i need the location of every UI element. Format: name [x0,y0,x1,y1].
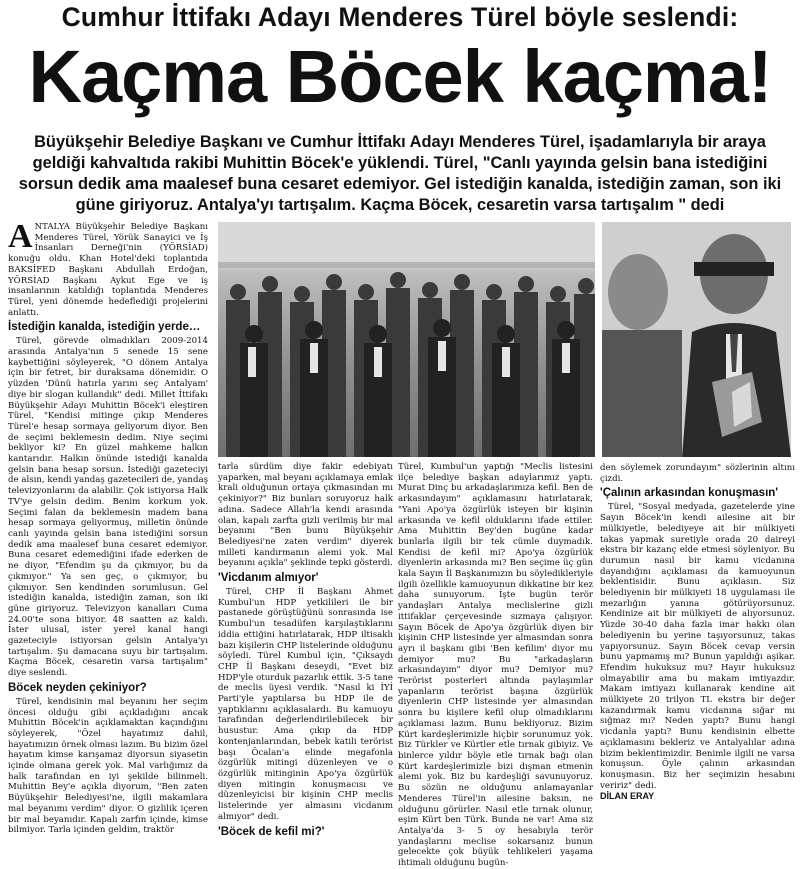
article-column-2 [218,462,393,841]
portrait-photo [602,222,791,457]
paragraph: Türel, kendisinin mal beyanını her seçim öncesi olduğu gibi açıkladığını ancak Muhittin Böcek'in açıklamaktan kaçındığını söyleyerek, "Özel hayatımız dahil, hayatımızın örnek olması lazım. Bu bizim özel hayatım kimse karışamaz diyorsun siyasetin içinde olmana gerek yok. Mal varlığımız da halk tarafından en iyi şekilde bilinmeli. Muhittin Bey'e açıkla diyorum, "Ben zaten Büyükşehir Belediyesi'ne, ilgili makamlara mal beyanımı verdim" diyor. O gizlilik içeren bir mal beyanıdır. Kapalı zarfın içinde, kimse bilmiyor. Tarla içinden geldim, traktör [8,696,208,836]
paragraph-continued: Türel, Kumbul'un yaptığı "Meclis listesini ilçe belediye başkan adaylarımız yaptı. Murat Dinç bu arkadaşlarımıza kefil. Ben de arkasındayım" açıklamasını hatırlatarak, "Yani Apo'ya özgürlük isteyen bir kişinin arkasında ve kefil olduklarını ifade ettiler. Ama Muhittin Bey'den bugüne kadar bunlarla ilgili bir tek cümle duymadık. Kendisi de kefil mi? Apo'ya özgürlük diyenlerin arkasında mı? Ben seçime üç gün kala Sayın İl Başkanımızın bu söyledikleriyle ilgili özellikle kamuoyunun dikkatine bir kez daha sunuyorum. İşte bugün terör yandaşları Antalya meclislerine gizli ittifaklar çerçevesinde sızmaya çalışıyor. Sayın Böcek de Apo'ya özgürlük diyen bir kişinin CHP listesinde yer almasından sonra ayrı il başkanı gibi 'Ben kefilim' diyor mu demiyor mu? Bu "arkadaşların arkasındayım" diyor mu? Demiyor mu? Terörist posterleri altında paylaşımlar yapanların terörist başına özgürlük diyenlerin CHP listesinde yer almasından sonra bu kişilere kefil olup olmadıklarını açıklaması lazım. Bunu bekliyoruz. Bizim Kürt kardeşlerimizle hiçbir sorunumuz yok. Biz Türkler ve Kürtler etle tırnak gibiyiz. Ve binlerce yıldır böyle etle tırnak bağı olan Kürt kardeşlerimizle bizi dışman etmenin alemi yok. Biz bu kardeşliği savunuyoruz. Bu sözün ne olduğunu anlamayanlar Menderes Türel'in ailesine baksın, ne olduğunu görürler. Nasıl etle tırnak olunur, eşim Kürt ben Türk. Bunda ne var! Ama siz Antalya'da 3- 5 oy hesabıyla terör yandaşlarını meclise sokarsanız bunun gelecekte çok büyük tehlikeleri yaşama ihtimali olduğunu bugün- [398,462,593,869]
section-heading: 'Çalının arkasından konuşmasın' [600,487,779,500]
article-column-4 [600,463,795,802]
article-column-3 [398,462,593,869]
group-photo [218,222,595,457]
section-heading: Böcek neyden çekiniyor? [8,681,147,694]
section-heading: İstediğin kanalda, istediğin yerde… [8,321,201,334]
section-heading: 'Vicdanım almıyor' [218,572,319,585]
headline: Kaçma Böcek kaçma! [28,35,772,118]
lead-text: NTALYA Büyükşehir Belediye Başkanı Menderes Türel, Yörük Sanayici ve İş İnsanları Derneği'nin (YÖRSİAD) konuğu oldu. Khan Hotel'deki toplantıda BAKSİFED Başkanı Abdullah Erdoğan, YÖRSİAD Başkanı Aykut Ege ve iş insanlarının katıldığı toplantıda Menderes Türel, yeni dönemde hedeflediği projelerini anlattı. [8,222,208,318]
byline: DİLAN ERAY [600,791,655,802]
paragraph: Türel, CHP İl Başkanı Ahmet Kumbul'un HDP yetkilileri ile bir pastanede görüştüğünü sonrasında ise Kumbul'un tesadüfen karşılaştıklarını iddia ettiğini hatırlatarak, HDP iltisaklı bazı kişilerin CHP listelerinde olduğunu söyledi. Türel Kumbul için, "Çıksaydı CHP İl Başkanı deseydi, "Evet biz HDP'yle oturduk pazarlık ettik. 3-5 tane de meclis üyesi verdik. "Nasıl ki İYİ Parti'yle yaptılarsa bu HDP ile de yaptıklarını açıklasalardı. Bu kamuoyu tarafından değerlendirilebilecek bir husustur. Ama çıkıp da HDP kontenjanlarından, bebek katili terörist başı Öcalan'a elinde megafonla özgürlük mitingi düzenleyen ve o özgürlük mitinginin Apo'ya özgürlük diyen mitingin konuşmacısı ve düzenleyicisi bir kişinin CHP meclis listelerinde yer almasını vicdanım almıyor" dedi. [218,587,393,822]
paragraph: Türel, görevde olmadıkları 2009-2014 arasında Antalya'nın 5 senede 15 sene kaybettiğini söyleyerek, "O dönem Antalya için bir fetret, bir duraksama dönemidir. O yüzden 'Dünü hatırla yarını seç Antalyam' diye bir slogan kullandık" dedi. Millet İttifakı Büyükşehir Adayı Muhittin Böcek'i eleştiren Türel, "Kendisi mitinge çıkıp Menderes Türel'e hesap sormaya geliyorum diyor. Ben de seçimi beklemesin dedim. Niye seçimi bekliyor ki? En güzel mahkeme halkın kantarıdır. Halkın önünde istediği kanalda gelsin bana hesap sorsun. İstediği gazeteciyi de alsın, kendi yandaş gazetecileri de, yandaş televizyonlarını da alabilir. Çok istiyorsa Halk TV'ye gelsin dedim. Benim korkum yok. Seçimi falan da beklemesin madem bana hesap sormaya geliyormuş, milletin önünde canlı yayında gelsin bana istediğini sorsun dedik ama maalesef buna cesaret edemiyor. Buna cesaret edemediğini ifade ederken de ne diyor, "Efendim şu da çıkmıyor, bu da çıkmıyor." Ya sen geç, o çıkmıyor, bu çıkmıyor. Sen kendinden sorumlusun. Gel istediğin kanalda, istediğin zaman, son iki güne giriyoruz. Televizyon kanalları Cuma 24.00'te sona bitiyor. 48 saatten az kaldı. İster ulusal, ister yerel kanal hangi gazeteciyle istiyorsan gelsin Antalya'yı tartışalım. Şu damacana suyu bir tartışalım. Kaçma Böcek, cesaretin varsa tartışalım" diye seslendi. [8,336,208,679]
subheadline: Büyükşehir Belediye Başkanı ve Cumhur İttifakı Adayı Menderes Türel, işadamlarıyla bir araya geldiği kahvaltıda rakibi Muhittin Böcek'e yüklendi. Türel, "Canlı yayında gelsin bana istediğini sorsun dedik ama maalesef buna cesaret edemiyor. Gel istediğin kanalda, istediğin zaman, son iki güne giriyoruz. Antalya'yı tartışalım. Kaçma Böcek, cesaretin varsa tartışalım " dedi [18,133,782,214]
paragraph: den söylemek zorundayım" sözlerinin altını çizdi. [600,463,795,484]
dropcap: A [8,218,33,255]
lead-paragraph [8,218,208,318]
kicker: Cumhur İttifakı Adayı Menderes Türel böyle seslendi: [61,2,739,32]
paragraph: tarla sürdüm diye fakir edebiyatı yaparken, mal beyanı açıklamaya emlak krali olduğunun ortaya çıkmasından mı çekiniyor?" Biz bunları soruyoruz halk adına. Sadece Allah'la kendi arasında olan, kapalı zarfta gizli verilmiş bir mal beyanını "Ben bunu Büyükşehir Belediyesi'ne zaten verdim" diyerek milleti kandırmanın alemi yok. Mal beyanını açıkla" şeklinde tepki gösterdi. [218,462,393,569]
article-column-1 [8,218,208,836]
paragraph: Türel, "Sosyal medyada, gazetelerde yine Sayın Böcek'in kendi ailesine ait bir mülkiyetle, belediyeye ait bir mülkiyeti takas yapmak suretiyle orada 20 daireyi ekstra bir kazanç elde etmesi söyleniyor. Bu durumun nasıl bir kamu vicdanına dayandığını açıklaması da kamuoyunun beklentisidir. Bunu açıklasın. Siz belediyenin bir mülkiyeti 18 uygulaması ile mezarlığın yanına götürüyorsunuz. Kendinize ait bir mülkiyeti de alıyorsunuz. Yüzde 30-40 daha fazla imar hakkı olan belediyenin bu yerine taşıyorsunuz, takas yapıyorsunuz. Sayın Böcek cevap versin bunu yapmamış mı? Bunun yapıldığı aşikar. Efendim hukuksuz mu? Hayır hukuksuz olmayabilir ama bu makam imtiyazdır. Makam imtiyazı kullanarak kendine ait mülkiyete 20 trilyon TL ekstra bir değer kazandırmak kamu vicdanına sığar mı sığmaz mı? Neden yaptı? Bunu hangi vicdanla yaptı? Bunu kendisinin elbette açıklamasını bekleriz ve Antalyalılar adına bizim beklentimizdir. Benimle ilgili ne varsa konuşsun. Öyle çalının arkasından konuşmasın. Biz her seçimizin hesabını veririz" dedi. [600,502,795,791]
section-heading: 'Böcek de kefil mi?' [218,825,325,838]
